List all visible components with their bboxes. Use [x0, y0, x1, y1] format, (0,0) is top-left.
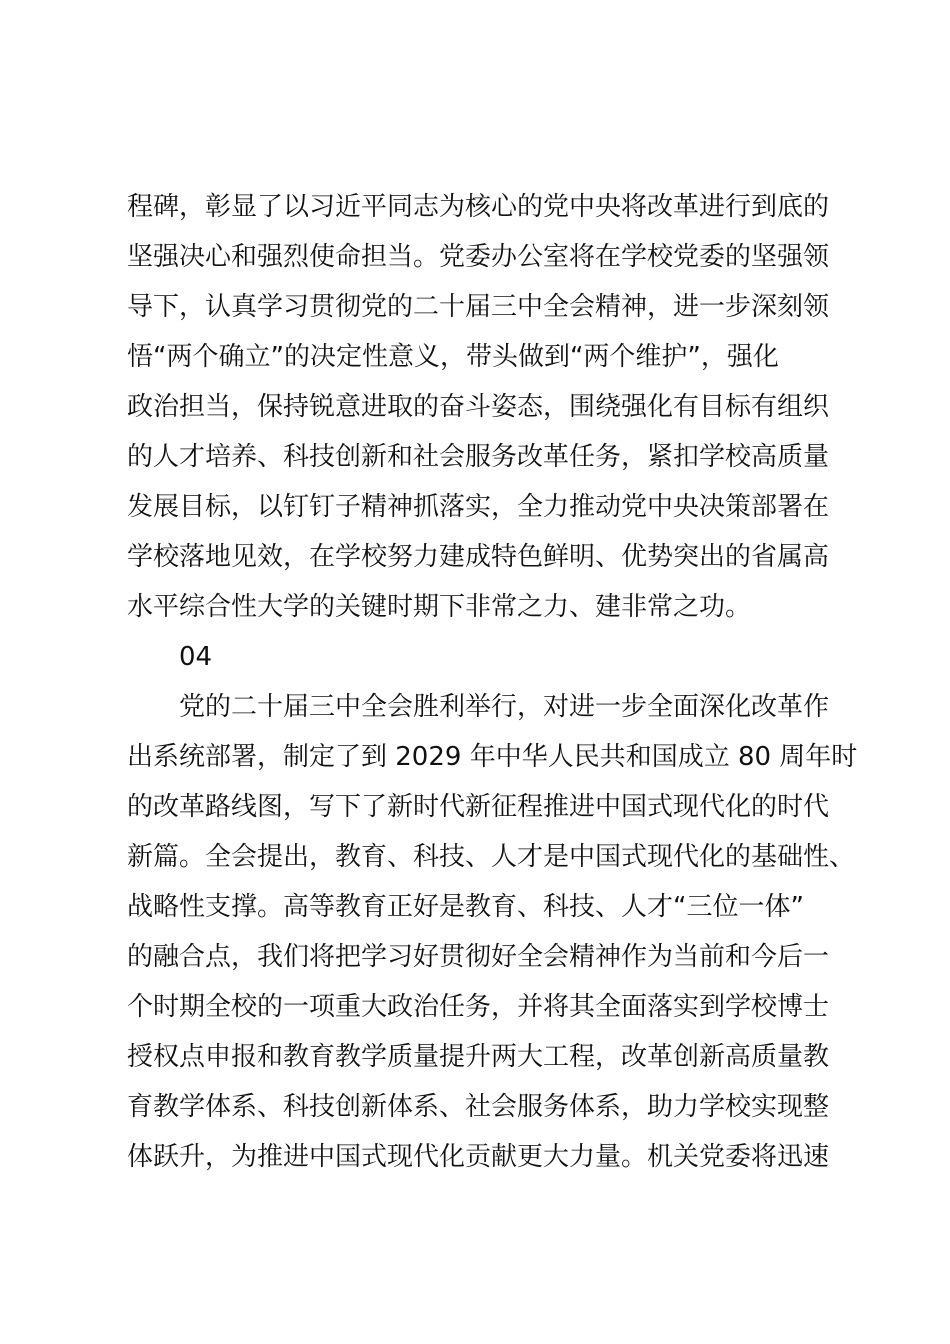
text-line: 的人才培养、科技创新和社会服务改革任务，紧扣学校高质量 [127, 442, 830, 472]
section-number-label: 04 [179, 642, 213, 672]
text-line: 坚强决心和强烈使命担当。党委办公室将在学校党委的坚强领 [127, 242, 830, 272]
text-line: 战略性支撑。高等教育正好是教育、科技、人才“三位一体” [127, 892, 804, 922]
section-number [127, 632, 837, 682]
text-line: 体跃升，为推进中国式现代化贡献更大力量。机关党委将迅速 [127, 1142, 830, 1172]
text-line: 水平综合性大学的关键时期下非常之力、建非常之功。 [127, 592, 752, 622]
text-line: 育教学体系、科技创新体系、社会服务体系，助力学校实现整 [127, 1092, 830, 1122]
text-line: 的融合点，我们将把学习好贯彻好全会精神作为当前和今后一 [127, 942, 830, 972]
paragraph-plenary-session [127, 682, 858, 1182]
text-line: 的改革路线图，写下了新时代新征程推进中国式现代化的时代 [127, 792, 830, 822]
text-line: 程碑，彰显了以习近平同志为核心的党中央将改革进行到底的 [127, 192, 830, 222]
paragraph-party-office [127, 182, 837, 632]
document-body [127, 182, 858, 1182]
text-line: 政治担当，保持锐意进取的奋斗姿态，围绕强化有目标有组织 [127, 392, 830, 422]
text-line: 发展目标，以钉钉子精神抓落实，全力推动党中央决策部署在 [127, 492, 830, 522]
text-line: 导下，认真学习贯彻党的二十届三中全会精神，进一步深刻领 [127, 292, 830, 322]
text-line: 党的二十届三中全会胜利举行，对进一步全面深化改革作 [179, 692, 830, 722]
text-line: 新篇。全会提出，教育、科技、人才是中国式现代化的基础性、 [127, 842, 856, 872]
text-line: 学校落地见效，在学校努力建成特色鲜明、优势突出的省属高 [127, 542, 830, 572]
text-line: 个时期全校的一项重大政治任务，并将其全面落实到学校博士 [127, 992, 830, 1022]
text-line: 悟“两个确立”的决定性意义，带头做到“两个维护”，强化 [127, 342, 779, 372]
text-line: 出系统部署，制定了到 2029 年中华人民共和国成立 80 周年时 [127, 742, 858, 772]
text-line: 授权点申报和教育教学质量提升两大工程，改革创新高质量教 [127, 1042, 830, 1072]
